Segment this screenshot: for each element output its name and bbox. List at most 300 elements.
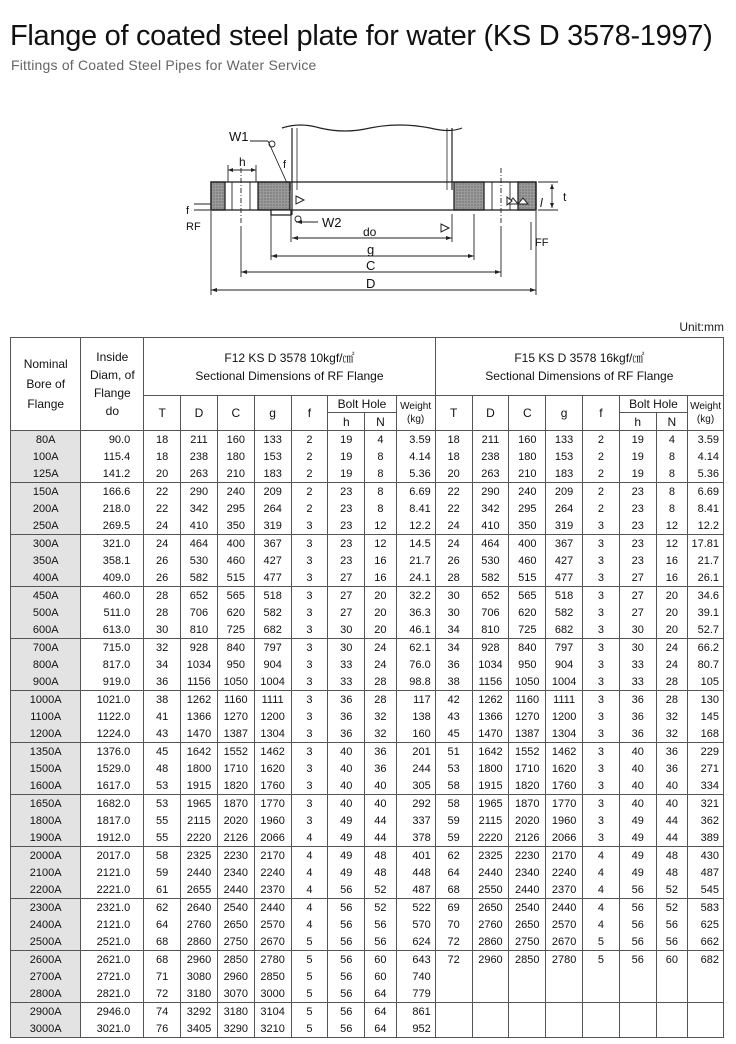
table-cell: 36 (328, 708, 365, 725)
table-cell: 141.2 (81, 465, 144, 483)
table-cell: 1034 (181, 656, 218, 673)
unit-label: Unit:mm (679, 320, 724, 334)
table-cell: 4.14 (688, 448, 724, 465)
table-cell: 2760 (181, 916, 218, 933)
table-cell: 24 (365, 639, 396, 657)
table-cell: 23 (328, 535, 365, 553)
table-cell: 3000 (254, 985, 291, 1003)
table-cell: 2170 (254, 847, 291, 865)
table-cell: 2440 (509, 881, 546, 899)
table-cell: 59 (144, 864, 181, 881)
table-cell: 56 (619, 951, 656, 969)
table-cell: 36 (656, 743, 687, 761)
table-cell: 2370 (254, 881, 291, 899)
header-f12-d: D (181, 396, 218, 431)
table-cell: 8 (656, 448, 687, 465)
table-cell: 1965 (181, 795, 218, 813)
table-cell: 2000A (11, 847, 81, 865)
table-cell: 2020 (217, 812, 254, 829)
table-cell: 3070 (217, 985, 254, 1003)
table-cell: 125A (11, 465, 81, 483)
table-cell: 1800 (472, 760, 509, 777)
table-cell: 460.0 (81, 587, 144, 605)
table-cell: 76 (144, 1020, 181, 1038)
table-cell: 240 (217, 483, 254, 501)
table-cell: 3 (291, 743, 328, 761)
table-cell: 36 (365, 743, 396, 761)
table-cell (688, 968, 724, 985)
table-cell: 5 (583, 933, 620, 951)
table-cell: 49 (619, 812, 656, 829)
table-cell: 3 (291, 795, 328, 813)
table-cell: 30 (619, 639, 656, 657)
table-cell: 682 (688, 951, 724, 969)
table-cell: 16 (656, 569, 687, 587)
table-cell: 2220 (181, 829, 218, 847)
table-cell: 72 (144, 985, 181, 1003)
table-cell: 218.0 (81, 500, 144, 517)
table-cell: 12.2 (396, 517, 435, 535)
table-cell: 24 (365, 656, 396, 673)
table-cell: 3 (583, 743, 620, 761)
table-cell: 23 (619, 535, 656, 553)
table-cell: 3 (291, 552, 328, 569)
table-cell: 3210 (254, 1020, 291, 1038)
table-cell: 295 (217, 500, 254, 517)
header-f12-weight: Weight (kg) (396, 396, 435, 431)
table-cell: 2 (583, 500, 620, 517)
table-cell: 23 (328, 500, 365, 517)
table-cell: 3 (583, 587, 620, 605)
table-cell: 28 (656, 673, 687, 691)
table-row (11, 673, 724, 691)
table-cell: 3 (291, 535, 328, 553)
table-cell: 23 (619, 500, 656, 517)
table-cell: 3 (291, 812, 328, 829)
table-cell: 342 (472, 500, 509, 517)
table-cell: 800A (11, 656, 81, 673)
table-cell: 34 (435, 621, 472, 639)
table-cell: 23 (328, 552, 365, 569)
table-cell: 797 (546, 639, 583, 657)
table-cell: 19 (619, 465, 656, 483)
table-cell: 210 (217, 465, 254, 483)
table-cell: 68 (144, 933, 181, 951)
table-cell: 430 (688, 847, 724, 865)
table-cell: 4 (291, 864, 328, 881)
table-row (11, 881, 724, 899)
table-cell: 56 (619, 916, 656, 933)
table-cell (583, 1003, 620, 1021)
table-cell: 4.14 (396, 448, 435, 465)
header-nominal-bore: Nominal Bore of Flange (11, 338, 81, 431)
table-cell: 12 (656, 517, 687, 535)
table-cell: 565 (509, 587, 546, 605)
table-cell: 8 (365, 465, 396, 483)
table-cell: 1387 (509, 725, 546, 743)
table-cell: 69 (435, 899, 472, 917)
table-cell: 1050 (509, 673, 546, 691)
table-cell: 1200 (254, 708, 291, 725)
table-cell: 5 (291, 1003, 328, 1021)
table-cell: 45 (144, 743, 181, 761)
table-cell: 643 (396, 951, 435, 969)
table-cell: 400 (509, 535, 546, 553)
label-rf: RF (186, 221, 201, 233)
header-f12-f: f (291, 396, 328, 431)
table-cell (546, 1003, 583, 1021)
table-cell (619, 985, 656, 1003)
table-cell: 36 (144, 673, 181, 691)
table-cell: 74 (144, 1003, 181, 1021)
table-cell: 2440 (472, 864, 509, 881)
table-cell: 238 (181, 448, 218, 465)
table-cell: 22 (144, 483, 181, 501)
table-cell: 3 (583, 569, 620, 587)
table-cell: 779 (396, 985, 435, 1003)
table-cell: 337 (396, 812, 435, 829)
table-cell: 49 (328, 812, 365, 829)
table-cell: 51 (435, 743, 472, 761)
table-cell: 3 (583, 795, 620, 813)
table-cell: 18 (435, 448, 472, 465)
table-cell: 5.36 (396, 465, 435, 483)
table-cell: 160 (509, 431, 546, 449)
table-cell: 530 (181, 552, 218, 569)
table-cell (656, 1020, 687, 1038)
table-cell: 1710 (217, 760, 254, 777)
table-cell: 19 (328, 431, 365, 449)
table-cell: 42 (435, 691, 472, 709)
table-row (11, 604, 724, 621)
table-cell: 1650A (11, 795, 81, 813)
header-f15-weight: Weight (kg) (688, 396, 724, 431)
table-cell: 60 (365, 951, 396, 969)
table-cell: 52 (656, 881, 687, 899)
table-row (11, 968, 724, 985)
table-cell (656, 985, 687, 1003)
table-cell: 49 (328, 829, 365, 847)
table-cell: 40 (365, 795, 396, 813)
table-cell: 20 (656, 587, 687, 605)
table-cell: 460 (509, 552, 546, 569)
table-cell: 2650 (472, 899, 509, 917)
table-cell: 19 (619, 448, 656, 465)
table-cell: 56 (619, 881, 656, 899)
table-cell: 3 (583, 535, 620, 553)
table-cell: 2821.0 (81, 985, 144, 1003)
table-row (11, 812, 724, 829)
table-cell (688, 1020, 724, 1038)
table-cell: 18 (144, 431, 181, 449)
table-cell: 725 (217, 621, 254, 639)
table-cell: 2521.0 (81, 933, 144, 951)
table-cell: 1900A (11, 829, 81, 847)
table-cell (583, 1020, 620, 1038)
table-cell: 72 (435, 933, 472, 951)
table-cell: 61 (144, 881, 181, 899)
table-cell: 8.41 (688, 500, 724, 517)
table-cell: 58 (435, 795, 472, 813)
table-cell: 64 (435, 864, 472, 881)
table-cell: 2121.0 (81, 916, 144, 933)
table-cell: 3.59 (688, 431, 724, 449)
table-cell: 3 (583, 691, 620, 709)
table-cell: 1960 (546, 812, 583, 829)
table-cell: 4 (583, 916, 620, 933)
pipe-outline (282, 125, 462, 215)
header-f12-h: h (328, 413, 365, 431)
table-cell: 56 (328, 951, 365, 969)
table-cell: 24 (656, 639, 687, 657)
table-cell: 3180 (181, 985, 218, 1003)
label-do: do (363, 225, 377, 239)
table-cell: 1642 (472, 743, 509, 761)
table-cell: 1156 (181, 673, 218, 691)
table-cell: 68 (144, 951, 181, 969)
table-cell: 3 (291, 517, 328, 535)
table-cell: 810 (472, 621, 509, 639)
table-cell: 2230 (217, 847, 254, 865)
table-cell: 26 (144, 569, 181, 587)
table-cell: 1500A (11, 760, 81, 777)
table-cell: 427 (546, 552, 583, 569)
table-cell: 1050 (217, 673, 254, 691)
table-cell: 3180 (217, 1003, 254, 1021)
table-cell: 250A (11, 517, 81, 535)
table-cell: 40 (656, 795, 687, 813)
table-cell: 583 (688, 899, 724, 917)
header-f12-c: C (217, 396, 254, 431)
table-cell: 34 (144, 656, 181, 673)
table-cell: 570 (396, 916, 435, 933)
table-cell: 305 (396, 777, 435, 795)
table-cell (619, 968, 656, 985)
table-cell: 706 (472, 604, 509, 621)
table-cell: 1387 (217, 725, 254, 743)
table-cell: 117 (396, 691, 435, 709)
table-cell: 2121.0 (81, 864, 144, 881)
table-cell (435, 1003, 472, 1021)
table-cell: 1470 (181, 725, 218, 743)
table-cell: 33 (328, 656, 365, 673)
table-cell: 26 (435, 552, 472, 569)
label-f-right: f (283, 159, 287, 171)
table-cell: 3 (583, 552, 620, 569)
table-row (11, 535, 724, 553)
header-f15-f: f (583, 396, 620, 431)
table-cell: 20 (435, 465, 472, 483)
table-cell: 26.1 (688, 569, 724, 587)
table-cell: 4 (656, 431, 687, 449)
table-cell: 5.36 (688, 465, 724, 483)
table-cell (688, 1003, 724, 1021)
table-row (11, 951, 724, 969)
table-cell: 18 (144, 448, 181, 465)
table-row (11, 743, 724, 761)
table-cell: 3 (291, 673, 328, 691)
table-cell: 2325 (472, 847, 509, 865)
table-cell: 904 (254, 656, 291, 673)
table-cell (435, 968, 472, 985)
table-cell: 8 (365, 483, 396, 501)
table-cell: 1820 (217, 777, 254, 795)
table-cell: 840 (509, 639, 546, 657)
table-cell: 32.2 (396, 587, 435, 605)
table-cell: 1617.0 (81, 777, 144, 795)
table-cell: 52 (656, 899, 687, 917)
table-cell: 2500A (11, 933, 81, 951)
table-cell: 21.7 (396, 552, 435, 569)
table-cell: 613.0 (81, 621, 144, 639)
label-g: g (367, 242, 375, 257)
table-cell: 16 (365, 569, 396, 587)
table-cell: 582 (472, 569, 509, 587)
table-cell: 160 (396, 725, 435, 743)
table-cell: 3 (583, 708, 620, 725)
table-cell: 1004 (254, 673, 291, 691)
table-cell: 53 (144, 795, 181, 813)
table-cell: 34.6 (688, 587, 724, 605)
table-row (11, 483, 724, 501)
table-cell (546, 985, 583, 1003)
table-cell: 59 (435, 829, 472, 847)
table-cell: 295 (509, 500, 546, 517)
table-cell: 40 (619, 760, 656, 777)
table-cell: 183 (546, 465, 583, 483)
table-cell: 715.0 (81, 639, 144, 657)
table-cell: 3 (291, 656, 328, 673)
table-cell: 300A (11, 535, 81, 553)
table-cell: 133 (254, 431, 291, 449)
table-cell: 2600A (11, 951, 81, 969)
table-cell: 1470 (472, 725, 509, 743)
table-cell: 350 (217, 517, 254, 535)
table-cell: 200A (11, 500, 81, 517)
header-f15-g: g (546, 396, 583, 431)
table-cell: 6.69 (688, 483, 724, 501)
table-cell (435, 1020, 472, 1038)
flange-drawing (0, 0, 736, 300)
table-cell: 28 (365, 691, 396, 709)
table-cell: 49 (619, 847, 656, 865)
table-cell: 487 (688, 864, 724, 881)
table-cell: 5 (291, 933, 328, 951)
table-cell: 98.8 (396, 673, 435, 691)
table-cell: 3 (291, 587, 328, 605)
table-cell: 1021.0 (81, 691, 144, 709)
table-cell: 36.3 (396, 604, 435, 621)
table-cell: 2321.0 (81, 899, 144, 917)
table-cell: 20 (365, 621, 396, 639)
table-cell: 41 (144, 708, 181, 725)
table-cell: 292 (396, 795, 435, 813)
table-cell: 168 (688, 725, 724, 743)
table-cell: 145 (688, 708, 724, 725)
table-cell: 900A (11, 673, 81, 691)
table-cell: 448 (396, 864, 435, 881)
table-row (11, 725, 724, 743)
table-cell: 153 (546, 448, 583, 465)
table-cell: 1620 (546, 760, 583, 777)
table-cell (656, 968, 687, 985)
table-cell: 53 (144, 777, 181, 795)
table-cell: 71 (144, 968, 181, 985)
table-cell: 24 (656, 656, 687, 673)
table-cell: 70 (435, 916, 472, 933)
table-cell: 565 (217, 587, 254, 605)
table-cell: 240 (509, 483, 546, 501)
table-cell: 2221.0 (81, 881, 144, 899)
table-cell: 18 (435, 431, 472, 449)
table-cell: 4 (291, 847, 328, 865)
table-cell: 55 (144, 812, 181, 829)
table-cell: 49 (619, 829, 656, 847)
table-row (11, 985, 724, 1003)
table-cell: 201 (396, 743, 435, 761)
table-cell: 28 (656, 691, 687, 709)
table-cell: 2066 (254, 829, 291, 847)
table-cell: 36 (656, 760, 687, 777)
table-cell: 5 (291, 985, 328, 1003)
table-cell: 180 (217, 448, 254, 465)
table-cell: 319 (546, 517, 583, 535)
table-cell: 32 (365, 725, 396, 743)
table-cell: 1122.0 (81, 708, 144, 725)
table-cell: 269.5 (81, 517, 144, 535)
header-f15-n: N (656, 413, 687, 431)
table-cell: 5 (291, 1020, 328, 1038)
table-cell: 43 (435, 708, 472, 725)
table-cell: 861 (396, 1003, 435, 1021)
table-cell: 30 (328, 621, 365, 639)
table-cell (656, 1003, 687, 1021)
table-cell: 2115 (472, 812, 509, 829)
table-cell: 401 (396, 847, 435, 865)
table-cell: 56 (328, 1020, 365, 1038)
table-cell: 4 (291, 829, 328, 847)
table-cell: 264 (254, 500, 291, 517)
table-cell: 58 (435, 777, 472, 795)
table-cell: 48 (656, 864, 687, 881)
table-cell: 1200A (11, 725, 81, 743)
table-cell: 36 (619, 691, 656, 709)
table-cell: 3 (583, 829, 620, 847)
table-cell: 2440 (254, 899, 291, 917)
table-cell: 2780 (546, 951, 583, 969)
table-cell: 1620 (254, 760, 291, 777)
table-cell: 3104 (254, 1003, 291, 1021)
table-cell: 56 (328, 933, 365, 951)
table-cell: 2540 (509, 899, 546, 917)
table-cell: 840 (217, 639, 254, 657)
table-cell: 34 (435, 639, 472, 657)
table-cell: 80A (11, 431, 81, 449)
table-cell: 244 (396, 760, 435, 777)
header-inside-diam: Inside Diam, of Flange do (81, 338, 144, 431)
table-cell: 2780 (254, 951, 291, 969)
table-cell: 46.1 (396, 621, 435, 639)
table-cell: 20 (656, 604, 687, 621)
table-cell: 22 (435, 500, 472, 517)
table-row (11, 760, 724, 777)
label-t: t (563, 190, 567, 204)
table-cell: 8 (656, 500, 687, 517)
table-cell: 23 (328, 517, 365, 535)
table-cell: 1004 (546, 673, 583, 691)
table-cell: 56 (328, 881, 365, 899)
table-cell: 1270 (217, 708, 254, 725)
